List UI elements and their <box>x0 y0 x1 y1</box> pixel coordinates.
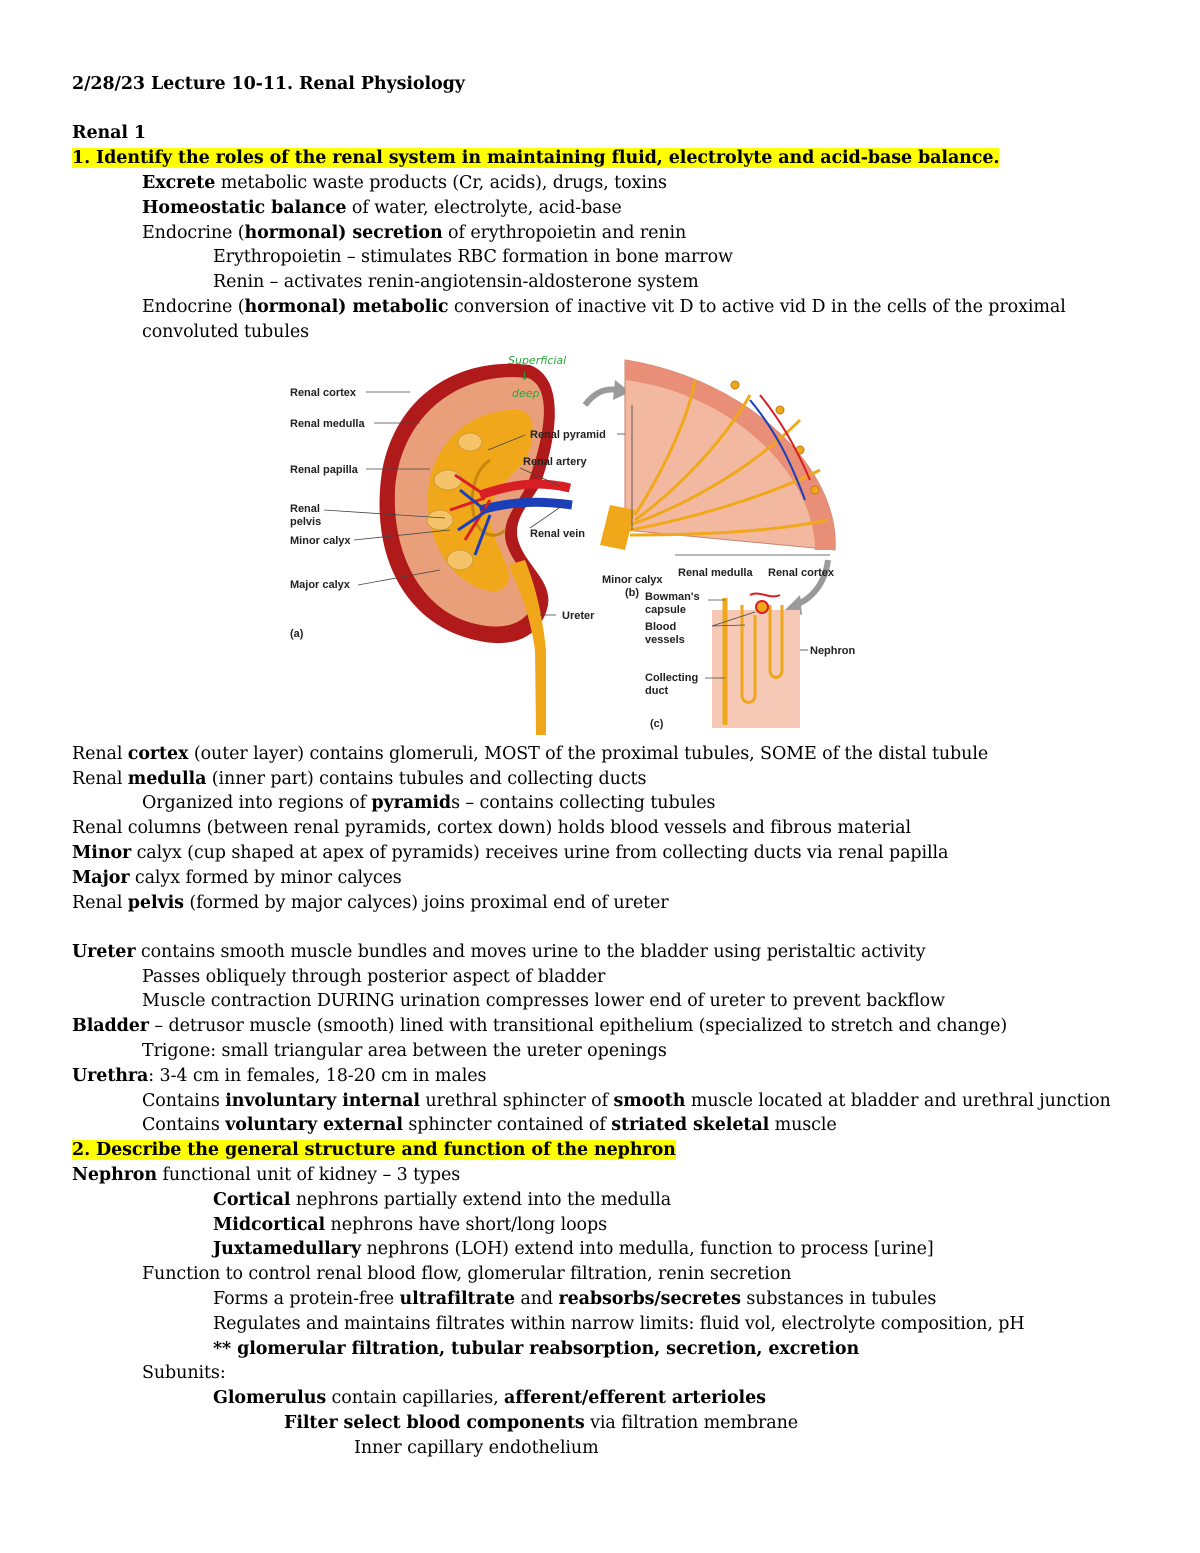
text-line: Renal columns (between renal pyramids, cortex down) holds blood vessels and fibrous material <box>72 818 911 838</box>
label-renal-cortex: Renal cortex <box>290 387 357 399</box>
label-collecting-2: duct <box>645 685 669 697</box>
section-heading: Renal 1 <box>72 123 146 143</box>
label-minor-calyx-b: Minor calyx <box>602 574 663 586</box>
text-line: Major calyx formed by minor calyces <box>72 868 402 888</box>
label-collecting-1: Collecting <box>645 672 699 684</box>
label-major-calyx: Major calyx <box>290 579 350 591</box>
text-line: convoluted tubules <box>142 322 309 342</box>
label-renal-vein: Renal vein <box>530 528 586 540</box>
handwritten-arrow: ↓ <box>520 370 530 383</box>
text-line: Inner capillary endothelium <box>354 1438 599 1458</box>
nephron-diagram <box>712 594 800 728</box>
text-line: Trigone: small triangular area between the ureter openings <box>142 1041 667 1061</box>
text-line: Contains involuntary internal urethral sphincter of smooth muscle located at bladder and urethral junction <box>142 1091 1111 1111</box>
text-line: Cortical nephrons partially extend into the medulla <box>213 1190 672 1210</box>
text-line: Renal medulla (inner part) contains tubules and collecting ducts <box>72 769 647 789</box>
text-line: Contains voluntary external sphincter contained of striated skeletal muscle <box>142 1115 837 1135</box>
text-line: Bladder – detrusor muscle (smooth) lined with transitional epithelium (specialized to stretch and change) <box>72 1016 1008 1036</box>
text-line: Endocrine (hormonal) secretion of erythropoietin and renin <box>142 223 687 243</box>
objective-1: 1. Identify the roles of the renal system in maintaining fluid, electrolyte and acid-base balance. <box>72 148 1000 168</box>
label-panel-c: (c) <box>650 718 664 730</box>
kidney-anatomy-figure <box>280 350 880 735</box>
text-line: Regulates and maintains filtrates within narrow limits: fluid vol, electrolyte composition, pH <box>213 1314 1025 1334</box>
arrow-to-panel-b <box>585 390 618 405</box>
text-line: Subunits: <box>142 1363 226 1383</box>
label-panel-a: (a) <box>290 628 304 640</box>
text-line: Urethra: 3-4 cm in females, 18-20 cm in males <box>72 1066 487 1086</box>
text-line: Juxtamedullary nephrons (LOH) extend into medulla, function to process [urine] <box>213 1239 934 1259</box>
text-line: Nephron functional unit of kidney – 3 types <box>72 1165 461 1185</box>
pyramid-wedge <box>600 360 835 550</box>
label-renal-cortex-b: Renal cortex <box>768 567 835 579</box>
kidney-cross-section <box>380 364 572 735</box>
text-line: Minor calyx (cup shaped at apex of pyramids) receives urine from collecting ducts via renal papilla <box>72 843 949 863</box>
text-line: Homeostatic balance of water, electrolyte, acid-base <box>142 198 622 218</box>
text-line: Erythropoietin – stimulates RBC formation in bone marrow <box>213 247 733 267</box>
label-panel-b: (b) <box>625 587 640 599</box>
text-line: Midcortical nephrons have short/long loops <box>213 1215 607 1235</box>
label-ureter: Ureter <box>562 610 595 622</box>
text-line: Muscle contraction DURING urination compresses lower end of ureter to prevent backflow <box>142 991 945 1011</box>
label-renal-artery: Renal artery <box>523 456 587 468</box>
handwritten-superficial: Superficial <box>508 354 567 367</box>
label-blood-1: Blood <box>645 621 677 633</box>
objective-2: 2. Describe the general structure and function of the nephron <box>72 1140 676 1160</box>
text-line: Organized into regions of pyramids – contains collecting tubules <box>142 793 716 813</box>
label-renal-medulla-b: Renal medulla <box>678 567 753 579</box>
text-line: Filter select blood components via filtration membrane <box>284 1413 799 1433</box>
label-bowmans-2: capsule <box>645 604 686 616</box>
handwritten-deep: deep <box>512 387 540 400</box>
label-blood-2: vessels <box>645 634 685 646</box>
label-minor-calyx: Minor calyx <box>290 535 351 547</box>
label-nephron: Nephron <box>810 645 856 657</box>
text-line: Excrete metabolic waste products (Cr, acids), drugs, toxins <box>142 173 667 193</box>
text-line: Function to control renal blood flow, glomerular filtration, renin secretion <box>142 1264 792 1284</box>
text-line: Endocrine (hormonal) metabolic conversion of inactive vit D to active vid D in the cells of the proximal <box>142 297 1066 317</box>
text-line: Renin – activates renin-angiotensin-aldosterone system <box>213 272 699 292</box>
text-line: Renal pelvis (formed by major calyces) joins proximal end of ureter <box>72 893 669 913</box>
text-line: Passes obliquely through posterior aspect of bladder <box>142 967 606 987</box>
label-bowmans-1: Bowman's <box>645 591 700 603</box>
text-line: Ureter contains smooth muscle bundles and moves urine to the bladder using peristaltic activity <box>72 942 926 962</box>
label-renal-pyramid: Renal pyramid <box>530 429 606 441</box>
text-line: Renal cortex (outer layer) contains glomeruli, MOST of the proximal tubules, SOME of the distal tubule <box>72 744 989 764</box>
label-renal-pelvis-1: Renal <box>290 503 320 515</box>
label-renal-medulla: Renal medulla <box>290 418 365 430</box>
text-line: ** glomerular filtration, tubular reabsorption, secretion, excretion <box>213 1339 860 1359</box>
label-renal-papilla: Renal papilla <box>290 464 358 476</box>
page-title: 2/28/23 Lecture 10-11. Renal Physiology <box>72 74 465 94</box>
label-renal-pelvis-2: pelvis <box>290 516 322 528</box>
text-line: Forms a protein-free ultrafiltrate and reabsorbs/secretes substances in tubules <box>213 1289 937 1309</box>
text-line: Glomerulus contain capillaries, afferent/efferent arterioles <box>213 1388 766 1408</box>
